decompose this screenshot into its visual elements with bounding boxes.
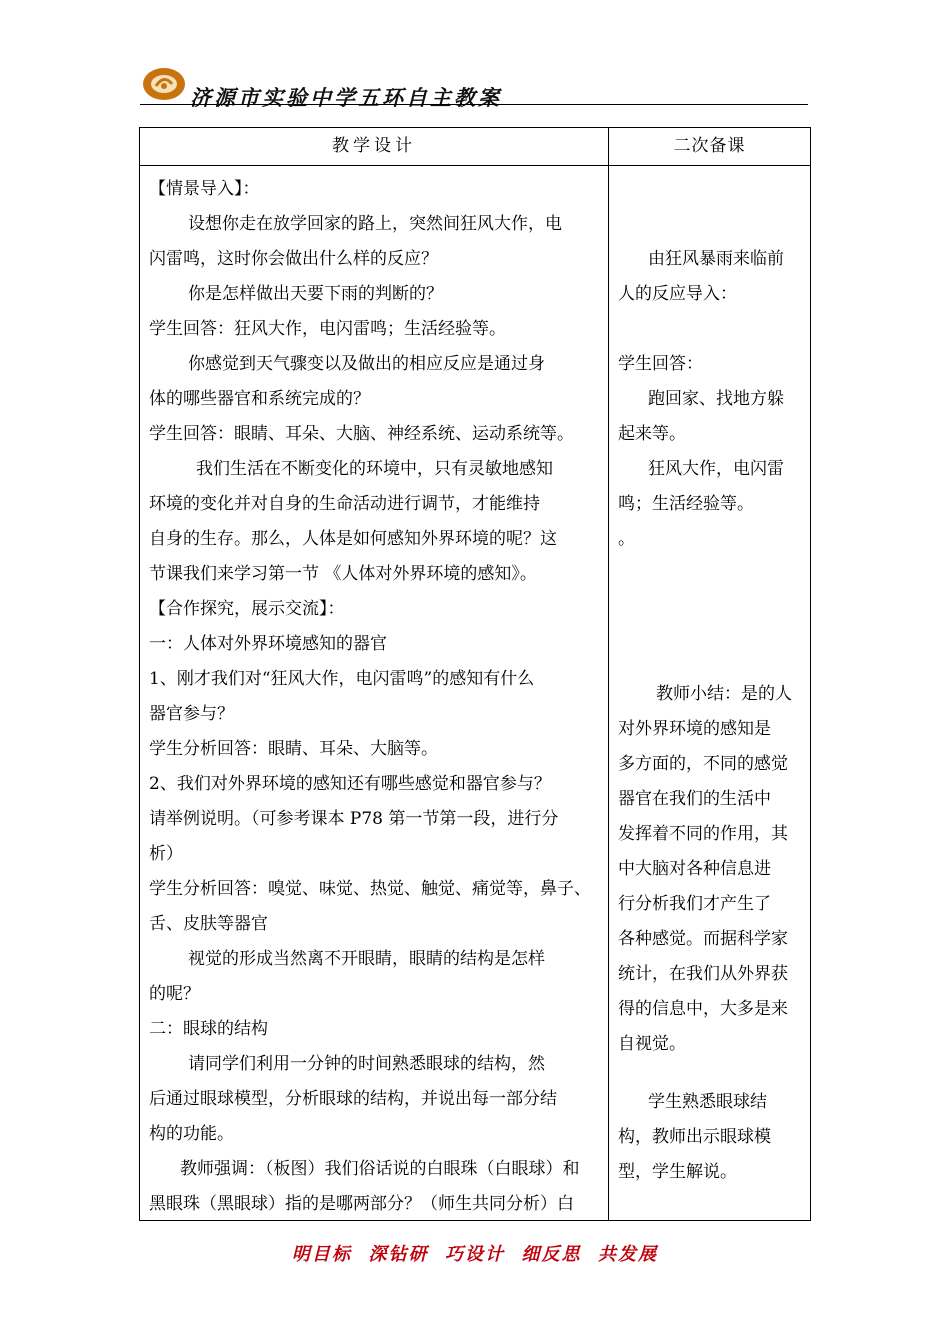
right-line: 发挥着不同的作用，其 bbox=[618, 824, 788, 844]
left-line: 二：眼球的结构 bbox=[149, 1019, 268, 1039]
left-line: 闪雷鸣，这时你会做出什么样的反应？ bbox=[149, 249, 438, 269]
right-line: 由狂风暴雨来临前 bbox=[648, 249, 784, 269]
right-line: 中大脑对各种信息进 bbox=[618, 859, 771, 879]
right-line: 统计，在我们从外界获 bbox=[618, 964, 788, 984]
left-line: 析） bbox=[149, 844, 183, 864]
left-line: 请同学们利用一分钟的时间熟悉眼球的结构，然 bbox=[188, 1054, 545, 1074]
left-line: 环境的变化并对自身的生命活动进行调节，才能维持 bbox=[149, 494, 540, 514]
right-line: 。 bbox=[618, 529, 635, 549]
right-line: 行分析我们才产生了 bbox=[618, 894, 771, 914]
left-line: 学生分析回答：眼睛、耳朵、大脑等。 bbox=[149, 739, 438, 759]
left-line: 我们生活在不断变化的环境中，只有灵敏地感知 bbox=[196, 459, 553, 479]
left-line: 一：人体对外界环境感知的器官 bbox=[149, 634, 387, 654]
left-line: 自身的生存。那么，人体是如何感知外界环境的呢？这 bbox=[149, 529, 557, 549]
left-line: 2、我们对外界环境的感知还有哪些感觉和器官参与？ bbox=[149, 774, 551, 794]
column-header-second-preparation: 二次备课 bbox=[673, 136, 746, 156]
left-line: 体的哪些器官和系统完成的？ bbox=[149, 389, 370, 409]
left-line: 黑眼珠（黑眼球）指的是哪两部分？（师生共同分析）白 bbox=[149, 1194, 574, 1214]
left-line: 的呢？ bbox=[149, 984, 200, 1004]
left-line: 设想你走在放学回家的路上，突然间狂风大作，电 bbox=[188, 214, 562, 234]
right-line: 自视觉。 bbox=[618, 1034, 686, 1054]
right-line: 型，学生解说。 bbox=[618, 1162, 737, 1182]
header-divider bbox=[140, 104, 808, 105]
right-line: 狂风大作，电闪雷 bbox=[648, 459, 784, 479]
left-line: 节课我们来学习第一节 《人体对外界环境的感知》。 bbox=[149, 564, 537, 584]
school-logo-icon bbox=[142, 66, 188, 102]
school-title: 济源市实验中学五环自主教案 bbox=[190, 85, 502, 110]
left-line: 你是怎样做出天要下雨的判断的？ bbox=[188, 284, 443, 304]
right-line: 学生熟悉眼球结 bbox=[648, 1092, 767, 1112]
left-line: 【合作探究，展示交流】： bbox=[149, 599, 345, 619]
column-divider bbox=[608, 128, 609, 1220]
left-line: 后通过眼球模型，分析眼球的结构，并说出每一部分结 bbox=[149, 1089, 557, 1109]
right-line: 起来等。 bbox=[618, 424, 686, 444]
right-line: 跑回家、找地方躲 bbox=[648, 389, 784, 409]
left-line: 视觉的形成当然离不开眼睛，眼睛的结构是怎样 bbox=[188, 949, 545, 969]
left-line: 器官参与？ bbox=[149, 704, 234, 724]
right-line: 对外界环境的感知是 bbox=[618, 719, 771, 739]
left-line: 学生回答：眼睛、耳朵、大脑、神经系统、运动系统等。 bbox=[149, 424, 574, 444]
left-line: 学生分析回答：嗅觉、味觉、热觉、触觉、痛觉等，鼻子、 bbox=[149, 879, 591, 899]
header-row-divider bbox=[140, 165, 810, 166]
right-line: 得的信息中，大多是来 bbox=[618, 999, 788, 1019]
right-line: 教师小结：是的人 bbox=[656, 684, 792, 704]
right-line: 器官在我们的生活中 bbox=[618, 789, 771, 809]
right-line: 各种感觉。而据科学家 bbox=[618, 929, 788, 949]
left-line: 学生回答：狂风大作，电闪雷鸣；生活经验等。 bbox=[149, 319, 506, 339]
footer-motto: 明目标 深钻研 巧设计 细反思 共发展 bbox=[291, 1244, 659, 1265]
right-line: 学生回答： bbox=[618, 354, 703, 374]
right-line: 构，教师出示眼球模 bbox=[618, 1127, 771, 1147]
left-line: 构的功能。 bbox=[149, 1124, 234, 1144]
right-line: 多方面的，不同的感觉 bbox=[618, 754, 788, 774]
column-header-teaching-design: 教学设计 bbox=[332, 136, 416, 156]
left-line: 教师强调：（板图）我们俗话说的白眼珠（白眼球）和 bbox=[180, 1159, 580, 1179]
left-line: 舌、皮肤等器官 bbox=[149, 914, 268, 934]
lesson-plan-table bbox=[139, 127, 811, 1221]
left-line: 请举例说明。（可参考课本 P78 第一节第一段，进行分 bbox=[149, 809, 559, 829]
left-line: 1、刚才我们对“狂风大作，电闪雷鸣”的感知有什么 bbox=[149, 669, 535, 689]
right-line: 鸣；生活经验等。 bbox=[618, 494, 754, 514]
left-line: 你感觉到天气骤变以及做出的相应反应是通过身 bbox=[188, 354, 545, 374]
right-line: 人的反应导入： bbox=[618, 284, 737, 304]
left-line: 【情景导入】： bbox=[149, 179, 260, 199]
